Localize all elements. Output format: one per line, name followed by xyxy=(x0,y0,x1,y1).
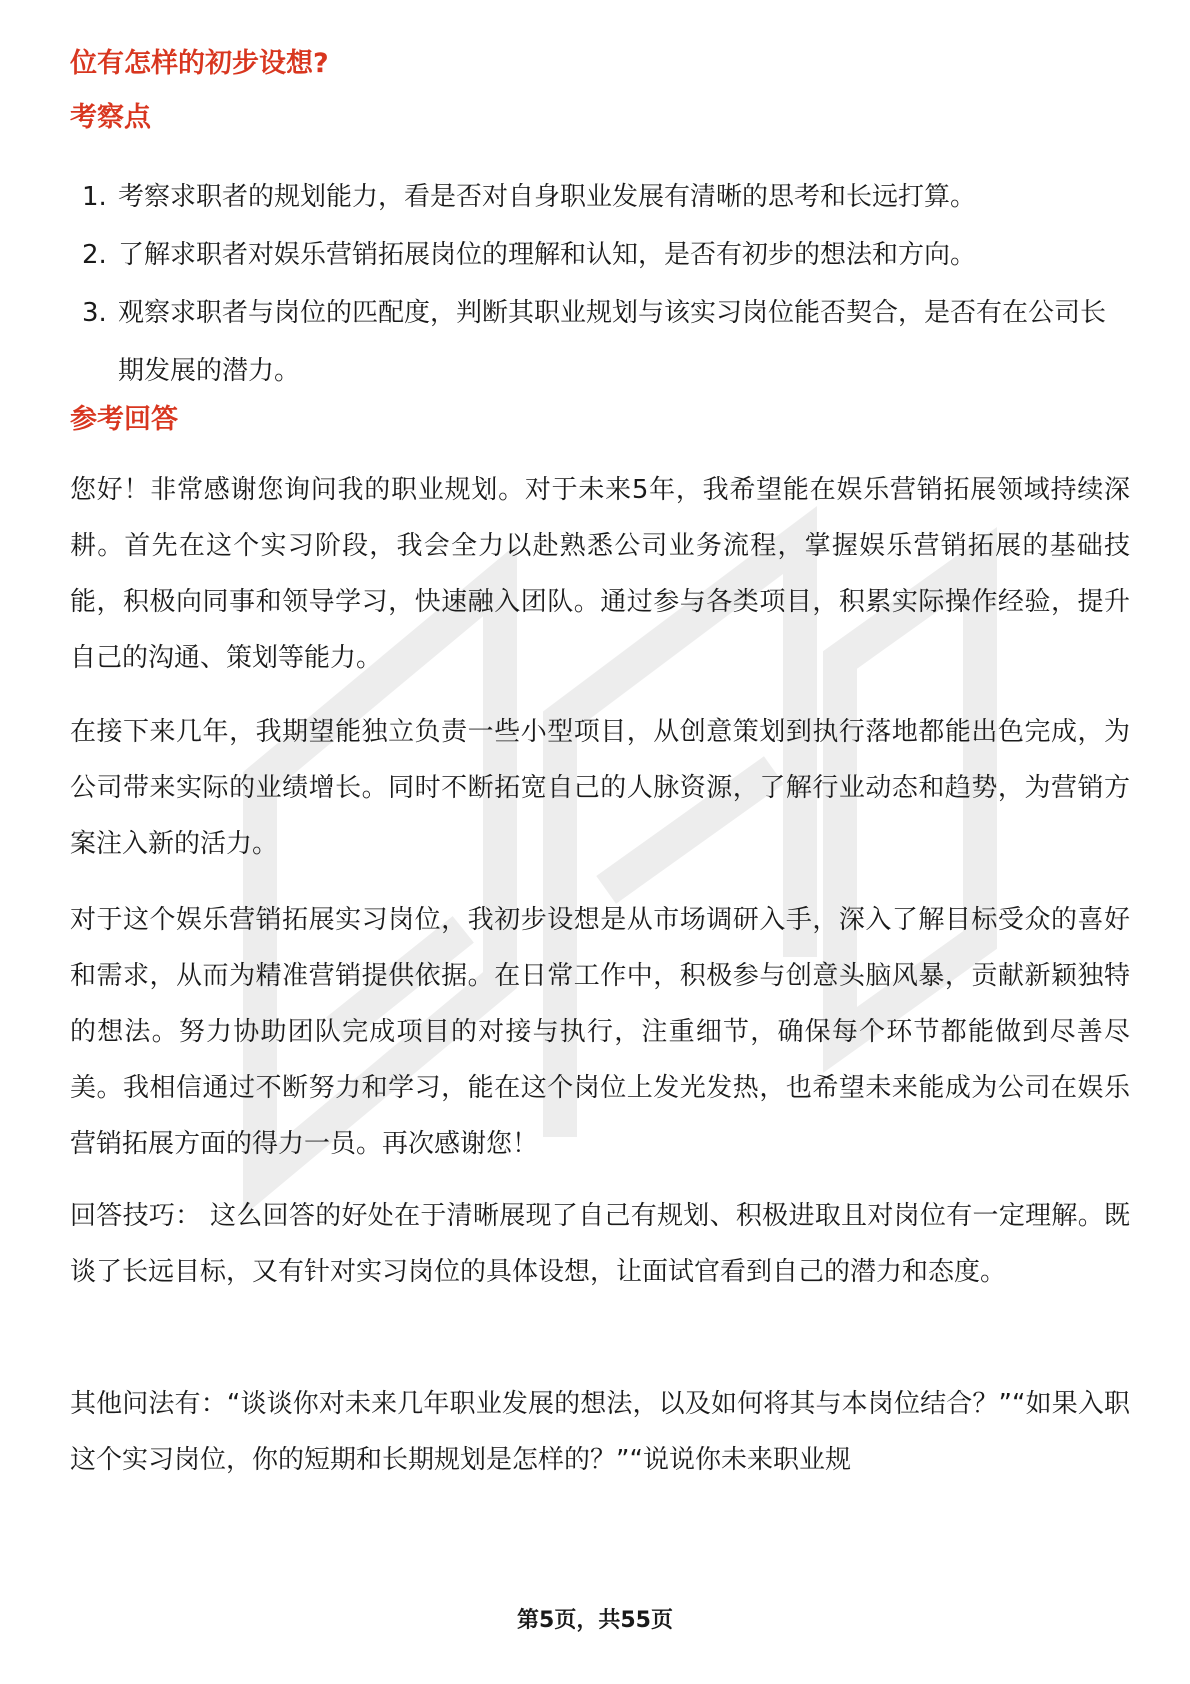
answer-paragraph-2: 在接下来几年，我期望能独立负责一些小型项目，从创意策划到执行落地都能出色完成，为公司带来实际的业绩增长。同时不断拓宽自己的人脉资源，了解行业动态和趋势，为营销方案注入新的活力。 xyxy=(70,717,1130,859)
list-item-number: 2. xyxy=(82,240,107,270)
tips-paragraph: 回答技巧： 这么回答的好处在于清晰展现了自己有规划、积极进取且对岗位有一定理解。既谈了长远目标，又有针对实习岗位的具体设想，让面试官看到自己的潜力和态度。 xyxy=(70,1201,1130,1287)
list-item xyxy=(70,168,1130,226)
list-item xyxy=(70,226,1130,284)
section-heading-answer: 参考回答 xyxy=(70,404,178,435)
section-heading-points: 考察点 xyxy=(70,102,151,133)
list-item-text: 观察求职者与岗位的匹配度，判断其职业规划与该实习岗位能否契合，是否有在公司长期发展的潜力。 xyxy=(118,298,1107,386)
list-item-text: 了解求职者对娱乐营销拓展岗位的理解和认知，是否有初步的想法和方向。 xyxy=(118,240,977,270)
other-questions-paragraph: 其他问法有：“谈谈你对未来几年职业发展的想法，以及如何将其与本岗位结合？”“如果入职这个实习岗位，你的短期和长期规划是怎样的？”“说说你未来职业规 xyxy=(70,1389,1130,1475)
points-list xyxy=(70,168,1130,400)
answer-paragraph-1: 您好！非常感谢您询问我的职业规划。对于未来5年，我希望能在娱乐营销拓展领域持续深耕。首先在这个实习阶段，我会全力以赴熟悉公司业务流程，掌握娱乐营销拓展的基础技能，积极向同事和领导学习，快速融入团队。通过参与各类项目，积累实际操作经验，提升自己的沟通、策划等能力。 xyxy=(70,475,1130,673)
question-tail-heading: 位有怎样的初步设想? xyxy=(70,48,329,79)
list-item-number: 1. xyxy=(82,182,107,212)
page-footer: 第5页，共55页 xyxy=(517,1608,673,1633)
list-item-number: 3. xyxy=(82,298,107,328)
list-item xyxy=(70,284,1130,400)
answer-paragraph-3: 对于这个娱乐营销拓展实习岗位，我初步设想是从市场调研入手，深入了解目标受众的喜好和需求，从而为精准营销提供依据。在日常工作中，积极参与创意头脑风暴，贡献新颖独特的想法。努力协助团队完成项目的对接与执行，注重细节，确保每个环节都能做到尽善尽美。我相信通过不断努力和学习，能在这个岗位上发光发热，也希望未来能成为公司在娱乐营销拓展方面的得力一员。再次感谢您！ xyxy=(70,905,1130,1159)
list-item-text: 考察求职者的规划能力，看是否对自身职业发展有清晰的思考和长远打算。 xyxy=(118,182,977,212)
